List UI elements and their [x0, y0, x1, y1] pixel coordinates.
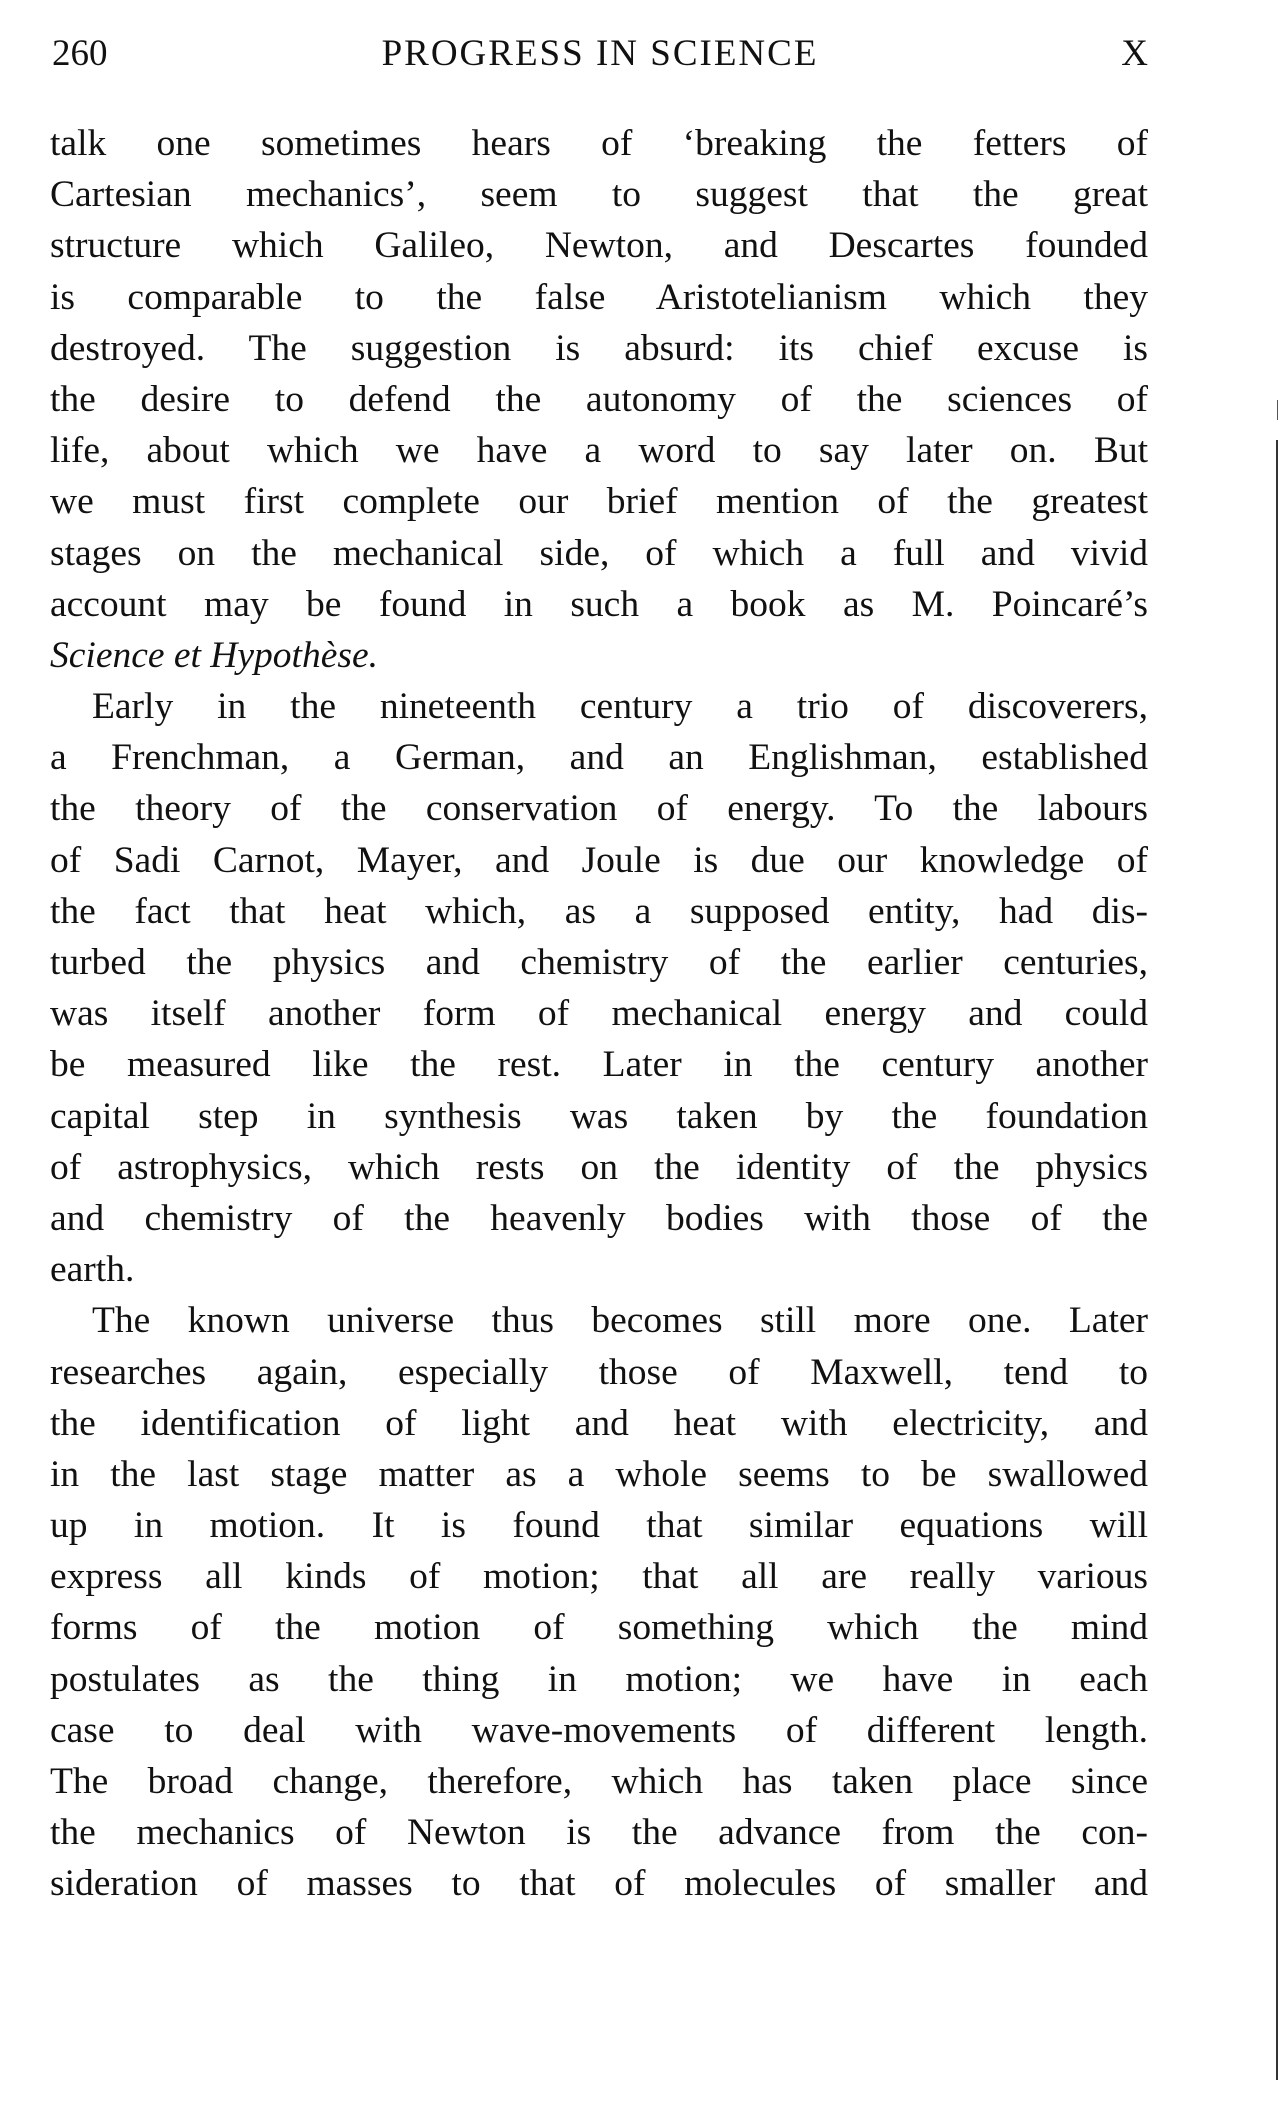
running-title: PROGRESS IN SCIENCE — [381, 33, 819, 74]
text-line: The broad change, therefore, which has taken place since — [50, 1761, 1148, 1802]
text-line: of Sadi Carnot, Mayer, and Joule is due our knowledge of — [50, 839, 1148, 881]
text-line: express all kinds of motion; that all are really various — [50, 1556, 1148, 1598]
text-line: case to deal with wave-movements of different length. — [50, 1709, 1148, 1751]
text-line: postulates as the thing in motion; we have in each — [50, 1658, 1148, 1700]
text-line: we must first complete our brief mention of the greatest — [50, 481, 1148, 523]
text-line: be measured like the rest. Later in the century another — [50, 1044, 1148, 1086]
text-line: up in motion. It is found that similar equations will — [50, 1505, 1148, 1547]
page-number: 260 — [52, 33, 108, 74]
text-line: life, about which we have a word to say later on. But — [50, 430, 1148, 472]
text-line: destroyed. The suggestion is absurd: its chief excuse is — [50, 327, 1148, 369]
text-line: a Frenchman, a German, and an Englishman, established — [50, 737, 1148, 779]
text-line: talk one sometimes hears of ‘breaking the fetters of — [50, 123, 1148, 164]
text-line: Early in the nineteenth century a trio of discoverers, — [92, 686, 1148, 728]
text-line: the fact that heat which, as a supposed entity, had dis- — [50, 890, 1148, 932]
chapter-number: X — [1121, 33, 1148, 74]
text-line: and chemistry of the heavenly bodies with those of the — [50, 1197, 1148, 1239]
text-line: sideration of masses to that of molecules of smaller and — [50, 1863, 1148, 1905]
text-line: structure which Galileo, Newton, and Descartes founded — [50, 225, 1148, 267]
text-line: the mechanics of Newton is the advance from the con- — [50, 1812, 1148, 1854]
body-text — [50, 118, 1148, 1910]
text-line: Cartesian mechanics’, seem to suggest that the great — [50, 174, 1148, 216]
text-line: the theory of the conservation of energy. To the labours — [50, 788, 1148, 830]
text-line: The known universe thus becomes still more one. Later — [92, 1300, 1148, 1342]
text-line: Science et Hypothèse. — [50, 634, 378, 676]
running-header — [52, 32, 1148, 82]
text-line: capital step in synthesis was taken by the foundation — [50, 1095, 1148, 1137]
text-line: stages on the mechanical side, of which a full and vivid — [50, 532, 1148, 574]
text-line: the identification of light and heat with electricity, and — [50, 1402, 1148, 1444]
text-line: the desire to defend the autonomy of the sciences of — [50, 378, 1148, 420]
text-line: in the last stage matter as a whole seems to be swallowed — [50, 1453, 1148, 1495]
page-edge-mark — [1277, 400, 1278, 420]
text-line: researches again, especially those of Maxwell, tend to — [50, 1351, 1148, 1393]
text-line: was itself another form of mechanical energy and could — [50, 993, 1148, 1035]
text-line: turbed the physics and chemistry of the earlier centuries, — [50, 942, 1148, 983]
text-line: account may be found in such a book as M. Poincaré’s — [50, 583, 1148, 625]
text-line: is comparable to the false Aristotelianism which they — [50, 276, 1148, 318]
text-line: of astrophysics, which rests on the identity of the physics — [50, 1146, 1148, 1188]
text-line: earth. — [50, 1249, 135, 1291]
page-edge-shadow — [1276, 440, 1278, 2080]
text-line: forms of the motion of something which the mind — [50, 1607, 1148, 1649]
